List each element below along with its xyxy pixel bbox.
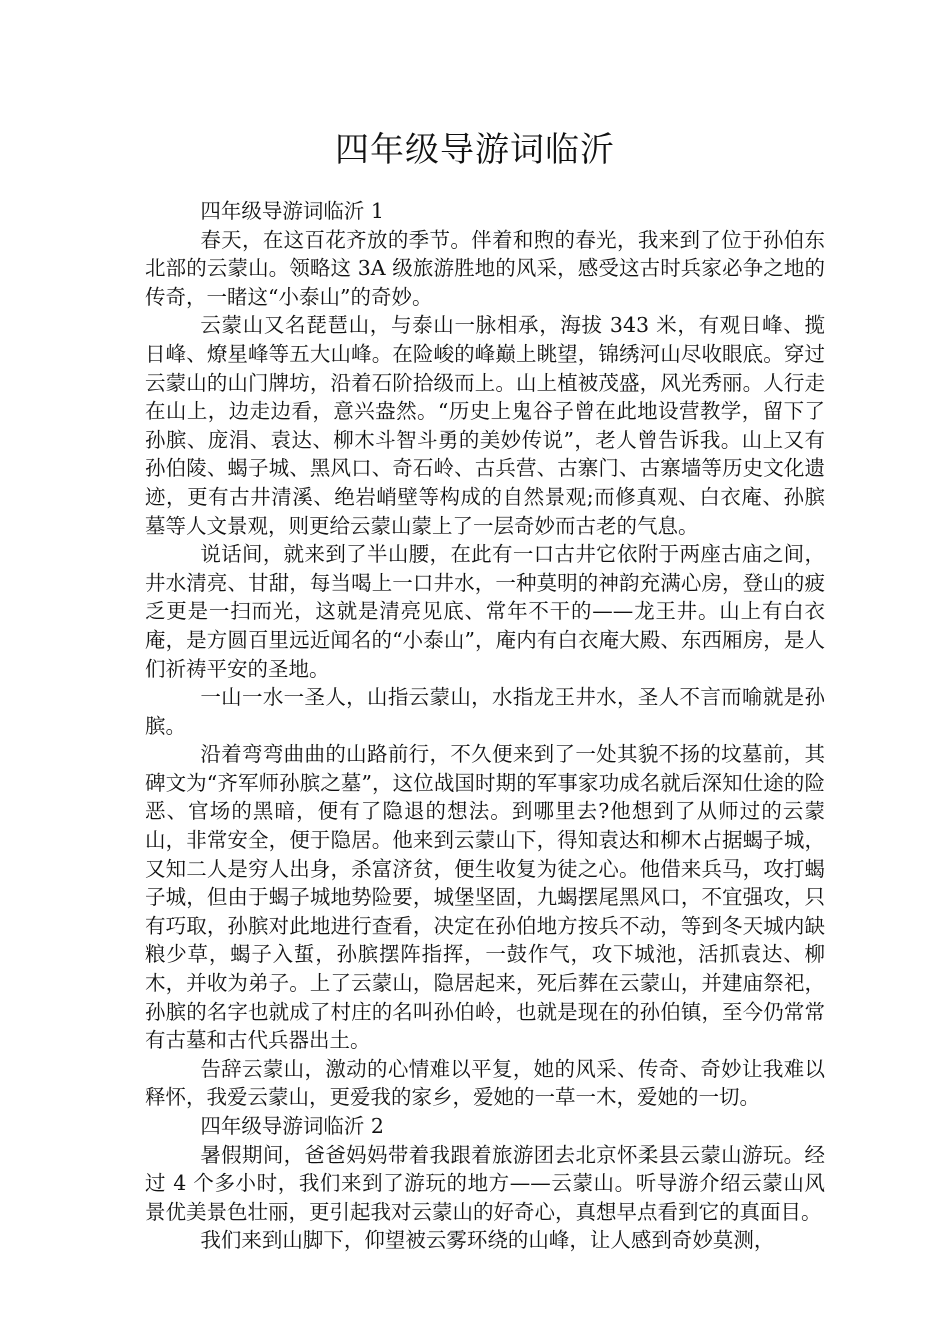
paragraph: 沿着弯弯曲曲的山路前行，不久便来到了一处其貌不扬的坟墓前，其碑文为“齐军师孙膑之墓”，这位战国时期的军事家功成名就后深知仕途的险恶、官场的黑暗，便有了隐退的想法。到哪里去?他想到了从师过的云蒙山，非常安全，便于隐居。他来到云蒙山下，得知袁达和柳木占据蝎子城，又知二人是穷人出身，杀富济贫，便生收复为徒之心。他借来兵马，攻打蝎子城，但由于蝎子城地势险要，城堡坚固，九蝎摆尾黑风口，不宜强攻，只有巧取，孙膑对此地进行查看，决定在孙伯地方按兵不动，等到冬天城内缺粮少草，蝎子入蜇，孙膑摆阵指挥，一鼓作气，攻下城池，活抓袁达、柳木，并收为弟子。上了云蒙山，隐居起来，死后葬在云蒙山，并建庙祭祀，孙膑的名字也就成了村庄的名叫孙伯岭，也就是现在的孙伯镇，至今仍常常有古墓和古代兵器出土。	[145, 742, 825, 1053]
paragraph: 云蒙山又名琵琶山，与泰山一脉相承，海拔 343 米，有观日峰、揽日峰、燎星峰等五大山峰。在险峻的峰巅上眺望，锦绣河山尽收眼底。穿过云蒙山的山门牌坊，沿着石阶拾级而上。山上植被茂盛，风光秀丽。人行走在山上，边走边看，意兴盎然。“历史上鬼谷子曾在此地设营教学，留下了孙膑、庞涓、袁达、柳木斗智斗勇的美妙传说”，老人曾告诉我。山上又有孙伯陵、蝎子城、黑风口、奇石岭、古兵营、古寨门、古寨墙等历史文化遗迹，更有古井清溪、绝岩峭壁等构成的自然景观;而修真观、白衣庵、孙膑墓等人文景观，则更给云蒙山蒙上了一层奇妙而古老的气息。	[145, 313, 825, 538]
paragraph: 说话间，就来到了半山腰，在此有一口古井它依附于两座古庙之间，井水清亮、甘甜，每当喝上一口井水，一种莫明的神韵充满心房，登山的疲乏更是一扫而光，这就是清亮见底、常年不干的——龙王井。山上有白衣庵，是方圆百里远近闻名的“小泰山”，庵内有白衣庵大殿、东西厢房，是人们祈祷平安的圣地。	[145, 542, 825, 681]
paragraph: 春天，在这百花齐放的季节。伴着和煦的春光，我来到了位于孙伯东北部的云蒙山。领略这 3A 级旅游胜地的风采，感受这古时兵家必争之地的传奇，一睹这“小泰山”的奇妙。	[145, 227, 825, 309]
paragraph: 我们来到山脚下，仰望被云雾环绕的山峰，让人感到奇妙莫测，	[200, 1228, 775, 1253]
document-body	[145, 197, 825, 1255]
paragraph: 告辞云蒙山，激动的心情难以平复，她的风采、传奇、奇妙让我难以释怀，我爱云蒙山，更爱我的家乡，爱她的一草一木，爱她的一切。	[145, 1056, 825, 1110]
paragraph: 一山一水一圣人，山指云蒙山，水指龙王井水，圣人不言而喻就是孙膑。	[145, 685, 825, 738]
paragraph: 暑假期间，爸爸妈妈带着我跟着旅游团去北京怀柔县云蒙山游玩。经过 4 个多小时，我们来到了游玩的地方——云蒙山。听导游介绍云蒙山风景优美景色壮丽，更引起我对云蒙山的好奇心，真想早点看到它的真面目。	[145, 1142, 825, 1224]
section-heading-1: 四年级导游词临沂 1	[200, 199, 384, 223]
document-title: 四年级导游词临沂	[335, 130, 615, 170]
section-heading-2: 四年级导游词临沂 2	[200, 1114, 384, 1138]
